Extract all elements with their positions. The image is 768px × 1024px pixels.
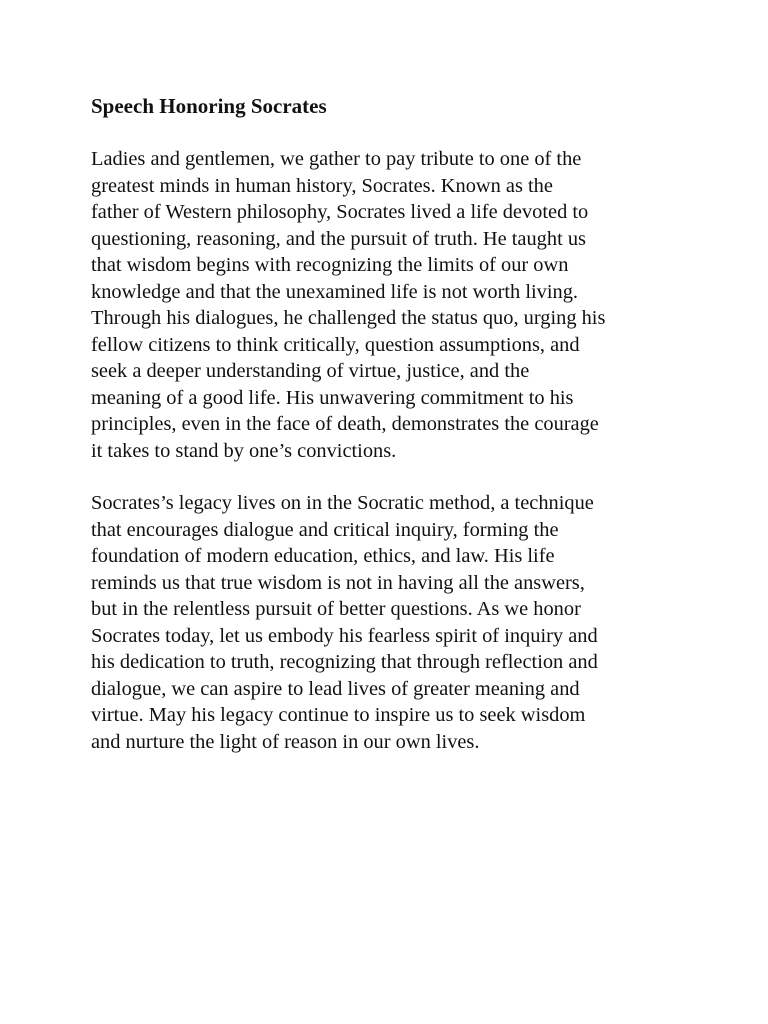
- text-line: it takes to stand by one’s convictions.: [91, 439, 397, 462]
- text-line: father of Western philosophy, Socrates lived a life devoted to: [91, 201, 589, 223]
- text-line: but in the relentless pursuit of better questions. As we honor: [91, 598, 581, 620]
- text-line: principles, even in the face of death, demonstrates the courage: [91, 413, 599, 435]
- text-line: virtue. May his legacy continue to inspire us to seek wisdom: [91, 704, 586, 726]
- document-title: Speech Honoring Socrates: [91, 94, 327, 118]
- text-line: knowledge and that the unexamined life is not worth living.: [91, 280, 579, 303]
- text-line: greatest minds in human history, Socrates. Known as the: [91, 174, 553, 197]
- text-line: foundation of modern education, ethics, and law. His life: [91, 545, 555, 567]
- text-line: questioning, reasoning, and the pursuit of truth. He taught us: [91, 227, 586, 250]
- text-line: Socrates today, let us embody his fearless spirit of inquiry and: [91, 624, 598, 647]
- text-line: dialogue, we can aspire to lead lives of greater meaning and: [91, 677, 580, 700]
- text-line: fellow citizens to think critically, question assumptions, and: [91, 333, 580, 356]
- text-line: Ladies and gentlemen, we gather to pay tribute to one of the: [91, 148, 582, 170]
- text-line: that wisdom begins with recognizing the limits of our own: [91, 254, 569, 276]
- paragraph-2: [91, 490, 691, 755]
- text-line: reminds us that true wisdom is not in having all the answers,: [91, 571, 585, 594]
- document-body: [91, 92, 691, 781]
- text-line: that encourages dialogue and critical inquiry, forming the: [91, 518, 559, 541]
- text-line: his dedication to truth, recognizing that through reflection and: [91, 651, 598, 673]
- text-line: and nurture the light of reason in our own lives.: [91, 730, 480, 753]
- text-line: Socrates’s legacy lives on in the Socratic method, a technique: [91, 492, 594, 514]
- text-line: Through his dialogues, he challenged the status quo, urging his: [91, 307, 606, 329]
- text-line: seek a deeper understanding of virtue, justice, and the: [91, 360, 530, 382]
- text-line: meaning of a good life. His unwavering commitment to his: [91, 386, 574, 409]
- paragraph-1: [91, 146, 691, 464]
